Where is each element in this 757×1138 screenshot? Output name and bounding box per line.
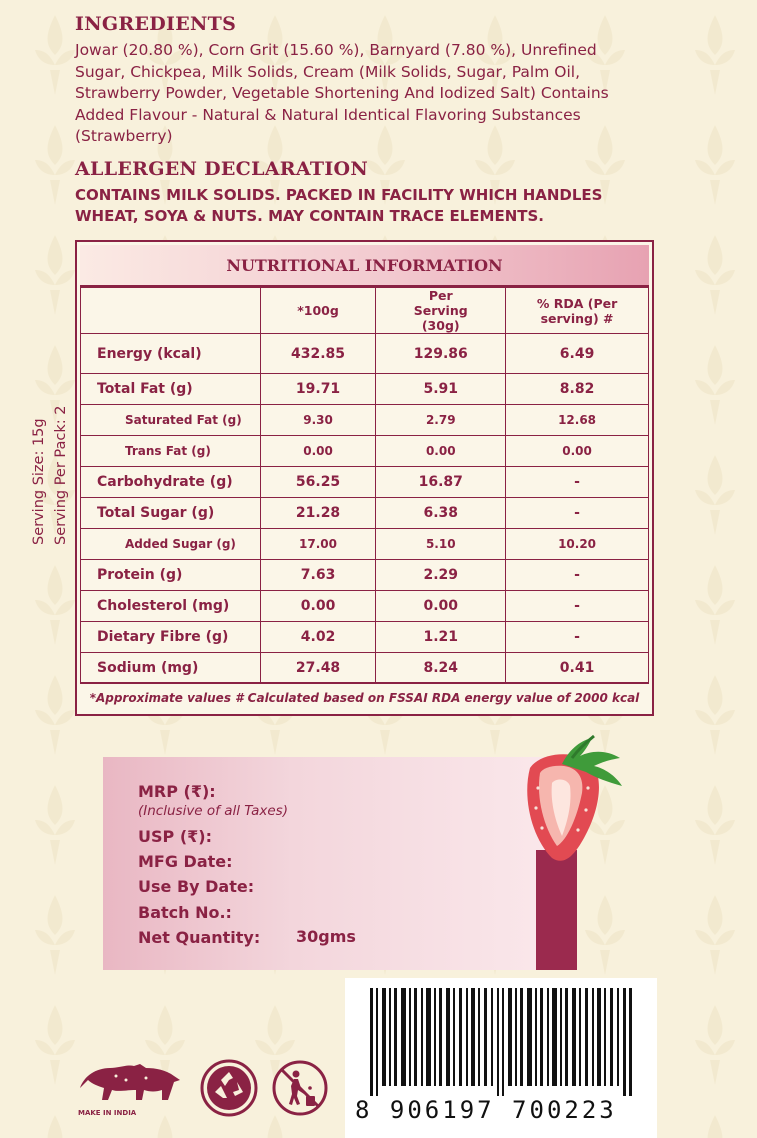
allergen-text: CONTAINS MILK SOLIDS. PACKED IN FACILITY WHICH HANDLES WHEAT, SOYA & NUTS. MAY CONTAIN TRACE ELEMENTS. [75,186,603,225]
nutrient-label: Dietary Fibre (g) [81,622,261,653]
table-row [81,529,649,560]
make-in-india-text: MAKE IN INDIA [78,1109,137,1117]
serving-per-pack: Serving Per Pack: 2 [53,405,69,545]
value-per100: 17.00 [260,529,376,560]
table-row [81,591,649,622]
price-panel [103,757,577,970]
value-serving: 129.86 [376,334,506,374]
value-serving: 2.79 [376,405,506,436]
value-serving: 16.87 [376,467,506,498]
value-rda: 10.20 [506,529,649,560]
value-rda: 6.49 [506,334,649,374]
mrp-sub: (Inclusive of all Taxes) [138,803,288,819]
value-serving: 2.29 [376,560,506,591]
col-header-rda: % RDA (Per serving) # [506,288,649,334]
value-rda: - [506,467,649,498]
value-serving: 5.91 [376,374,506,405]
nutrient-label: Added Sugar (g) [81,529,261,560]
col-header-nutrient [81,288,261,334]
value-rda: - [506,560,649,591]
value-per100: 27.48 [260,653,376,684]
mfg-label: MFG Date: [138,852,233,871]
nutrition-title: NUTRITIONAL INFORMATION [80,245,649,287]
value-rda: 0.00 [506,436,649,467]
netqty-label: Net Quantity: [138,928,261,947]
col-header-serving: Per Serving (30g) [376,288,506,334]
value-per100: 0.00 [260,436,376,467]
serving-info [28,395,78,555]
nutrient-label: Saturated Fat (g) [81,405,261,436]
value-per100: 0.00 [260,591,376,622]
value-per100: 7.63 [260,560,376,591]
barcode-bars [370,988,632,1096]
value-per100: 19.71 [260,374,376,405]
value-serving: 0.00 [376,436,506,467]
table-row [81,653,649,684]
mrp-label: MRP (₹): [138,782,216,801]
barcode-digits: 8 906197 700223 [355,1096,617,1124]
table-row [81,560,649,591]
nutrient-label: Sodium (mg) [81,653,261,684]
value-per100: 9.30 [260,405,376,436]
table-row [81,436,649,467]
value-serving: 5.10 [376,529,506,560]
allergen-title: ALLERGEN DECLARATION [75,158,369,180]
table-row [81,405,649,436]
brand-strip [536,850,577,970]
nutrition-header-row [81,288,649,334]
make-in-india-logo [76,1058,184,1118]
nutrient-label: Cholesterol (mg) [81,591,261,622]
table-row [81,374,649,405]
no-littering-icon [270,1058,330,1118]
netqty-value: 30gms [296,927,356,946]
value-per100: 56.25 [260,467,376,498]
value-per100: 4.02 [260,622,376,653]
nutrient-label: Energy (kcal) [81,334,261,374]
useby-label: Use By Date: [138,877,255,896]
nutrient-label: Total Fat (g) [81,374,261,405]
col-header-per100: *100g [260,288,376,334]
value-serving: 0.00 [376,591,506,622]
value-serving: 8.24 [376,653,506,684]
value-per100: 432.85 [260,334,376,374]
value-serving: 1.21 [376,622,506,653]
ingredients-text: Jowar (20.80 %), Corn Grit (15.60 %), Barnyard (7.80 %), Unrefined Sugar, Chickpea, Milk Solids, Cream (Milk Solids, Sugar, Palm Oil, Strawberry Powder, Vegetable Shortening And Iodized Salt) Contains Added Flavour - Natural & Natural Identical Flavoring Substances (Strawberry) [75,41,609,145]
table-row [81,467,649,498]
value-serving: 6.38 [376,498,506,529]
value-rda: 12.68 [506,405,649,436]
value-per100: 21.28 [260,498,376,529]
value-rda: - [506,498,649,529]
lion-icon [76,1058,184,1104]
value-rda: - [506,622,649,653]
table-row [81,622,649,653]
nutrition-table [75,240,654,716]
value-rda: 0.41 [506,653,649,684]
nutrient-label: Trans Fat (g) [81,436,261,467]
serving-size: Serving Size: 15g [31,418,47,545]
value-rda: 8.82 [506,374,649,405]
batch-label: Batch No.: [138,903,232,922]
nutrient-label: Total Sugar (g) [81,498,261,529]
value-rda: - [506,591,649,622]
strawberry-icon [512,728,634,863]
nutrient-label: Protein (g) [81,560,261,591]
nutrition-note: *Approximate values # Calculated based on FSSAI RDA energy value of 2000 kcal [80,682,649,713]
table-row [81,498,649,529]
recycle-icon [199,1058,259,1118]
ingredients-title: INGREDIENTS [75,13,237,35]
nutrition-grid [80,287,649,684]
usp-label: USP (₹): [138,827,212,846]
nutrient-label: Carbohydrate (g) [81,467,261,498]
barcode [345,978,657,1138]
table-row [81,334,649,374]
